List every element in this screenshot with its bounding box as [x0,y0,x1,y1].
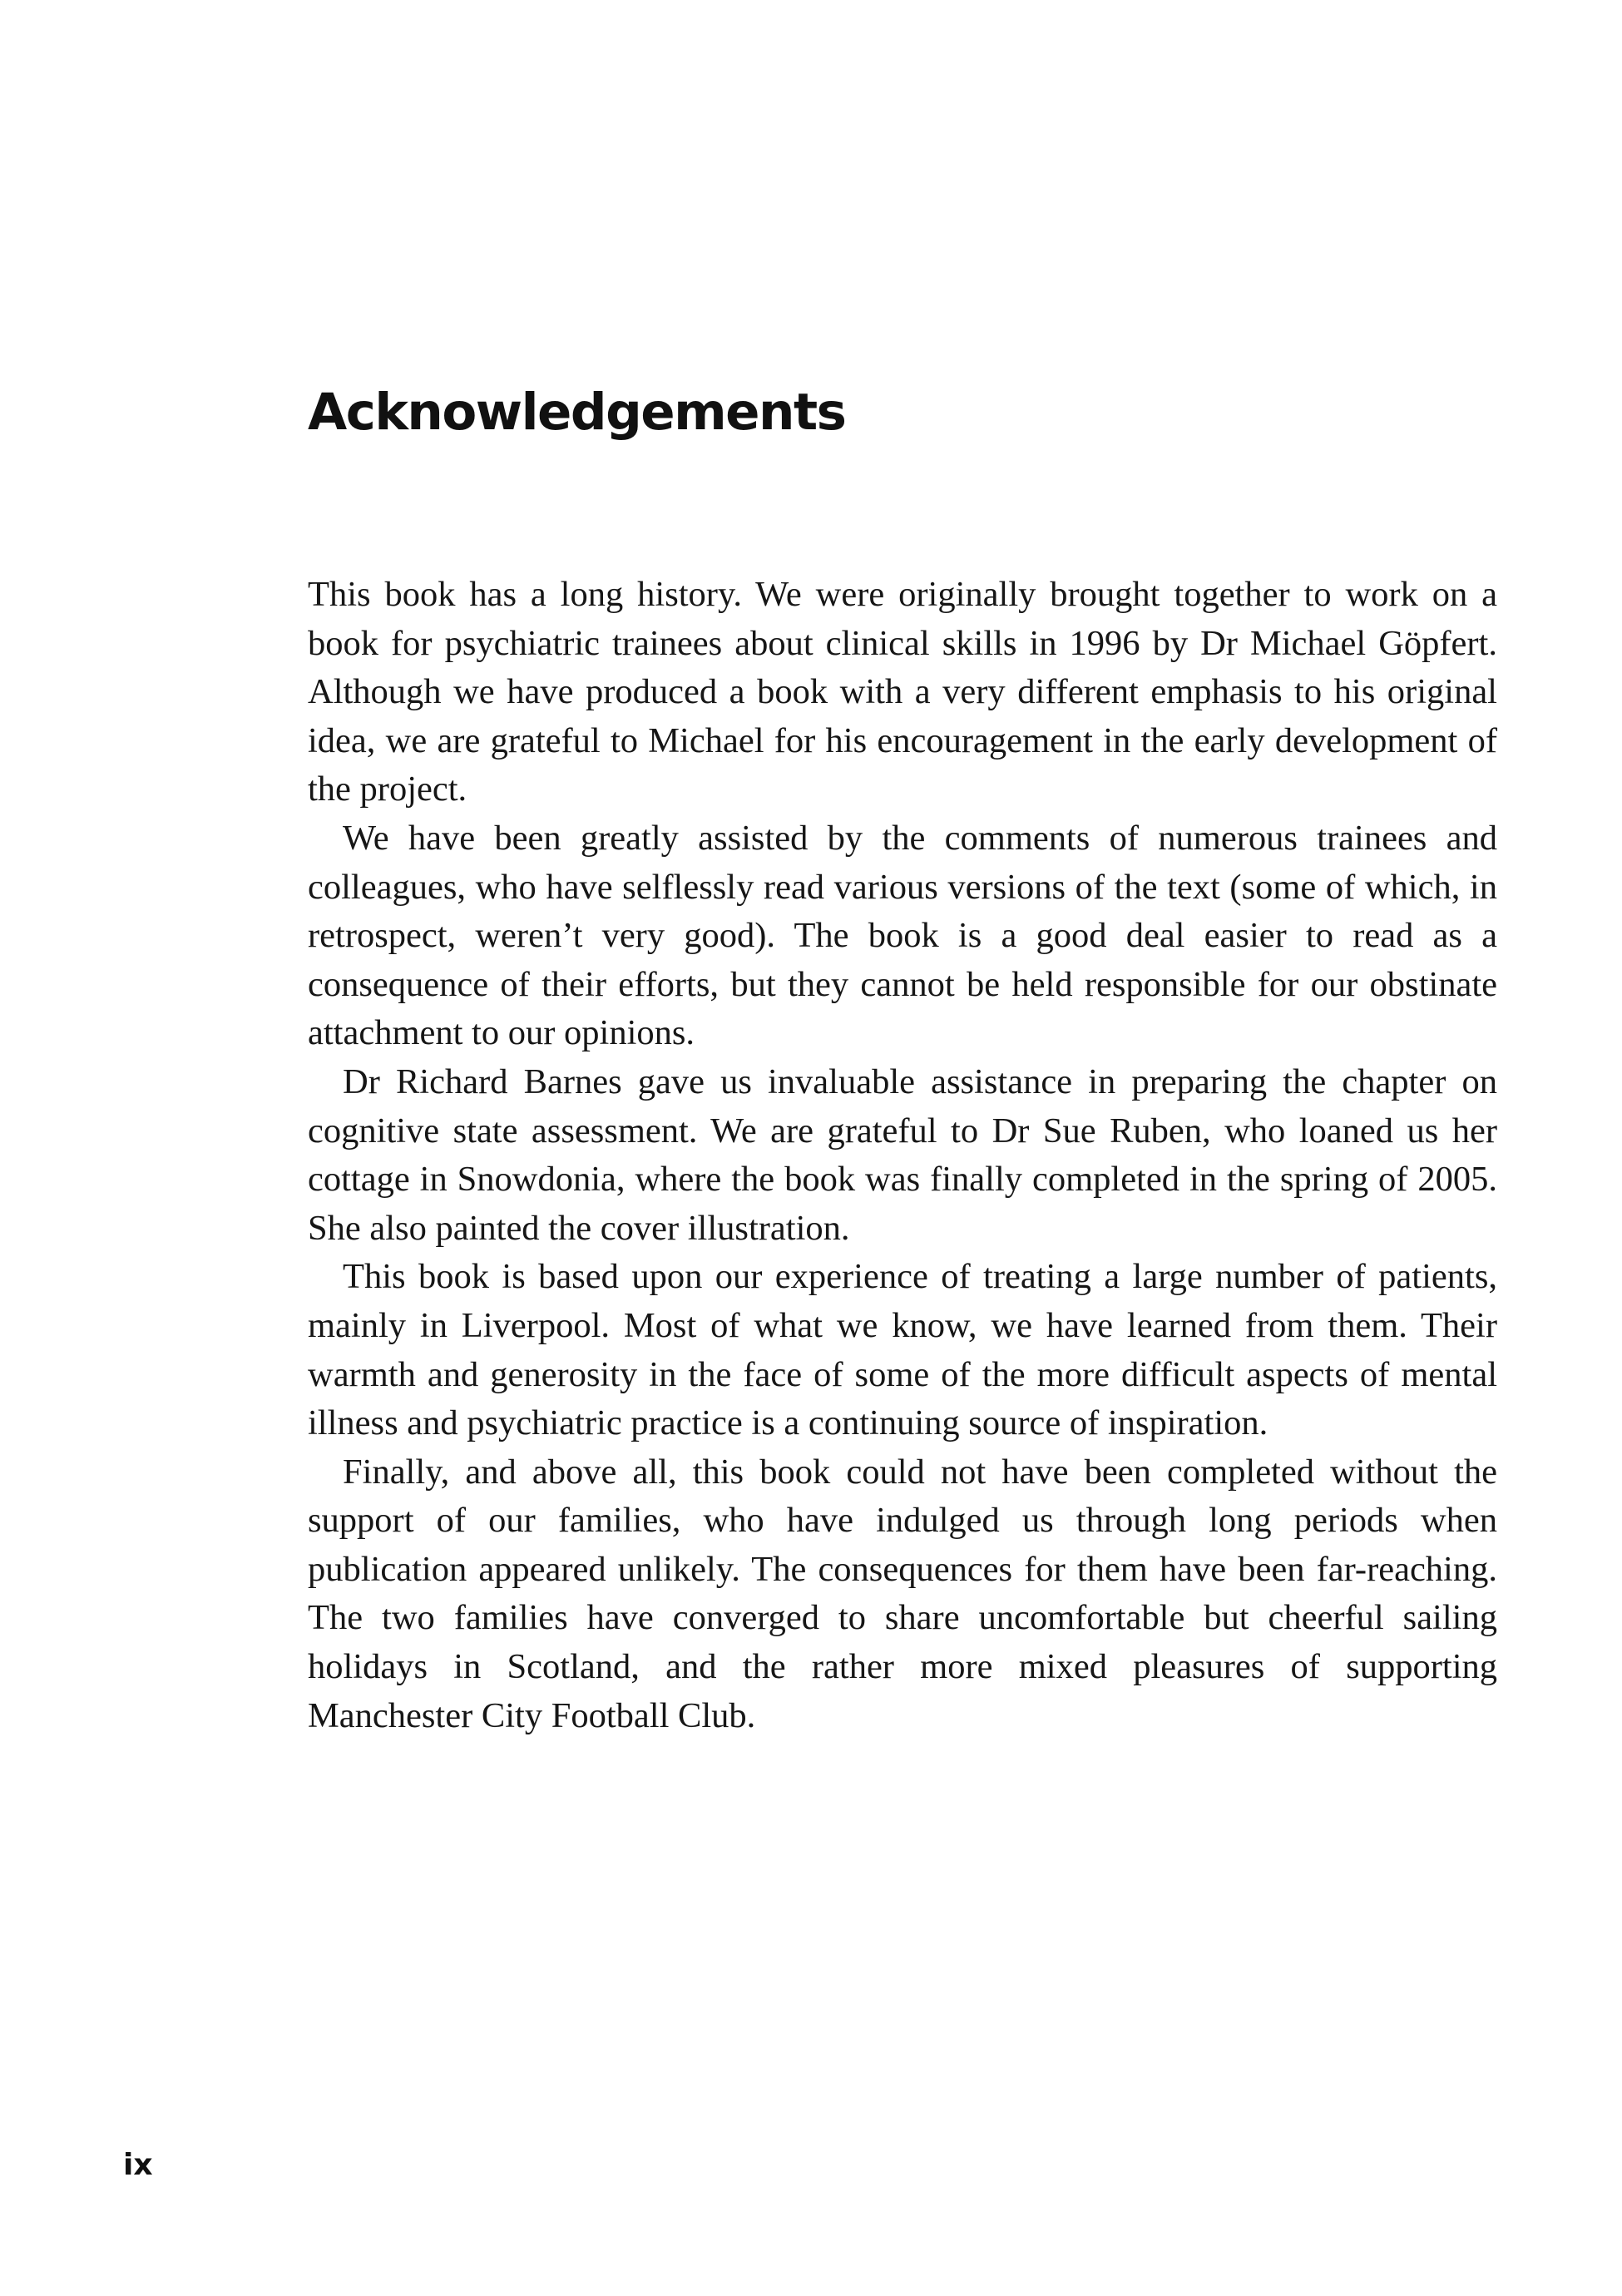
paragraph-1: This book has a long history. We were originally brought together to work on a book for psychiatric trainees about clinical skills in 1996 by Dr Michael Göpfert. Although we have produced a book with a very different emphasis to his original idea, we are grateful to Michael for his encouragement in the early development of the project. [308,575,1497,809]
paragraph-3: Dr Richard Barnes gave us invaluable assistance in preparing the chapter on cognitive state assessment. We are grateful to Dr Sue Ruben, who loaned us her cottage in Snowdonia, where the book was finally completed in the spring of 2005. She also painted the cover illustration. [308,1061,1497,1248]
page-number: ix [123,2148,153,2182]
page-title: Acknowledgements [308,383,846,442]
paragraph-4: This book is based upon our experience of treating a large number of patients, mainly in Liverpool. Most of what we know, we have learned from them. Their warmth and generosity in the face of some of the more difficult aspects of mental illness and psychiatric practice is a continuing source of inspiration. [308,1257,1497,1443]
paragraph-5: Finally, and above all, this book could not have been completed without the support of our families, who have indulged us through long periods when publication appeared unlikely. The consequences for them have been far-reaching. The two families have converged to share uncomfortable but cheerful sailing holidays in Scotland, and the rather more mixed pleasures of supporting Manchester City Football Club. [308,1452,1497,1735]
body-text [308,571,1497,1740]
paragraph-2: We have been greatly assisted by the comments of numerous trainees and colleagues, who have selflessly read various versions of the text (some of which, in retrospect, weren’t very good). The book is a good deal easier to read as a consequence of their efforts, but they cannot be held responsible for our obstinate attachment to our opinions. [308,818,1497,1053]
